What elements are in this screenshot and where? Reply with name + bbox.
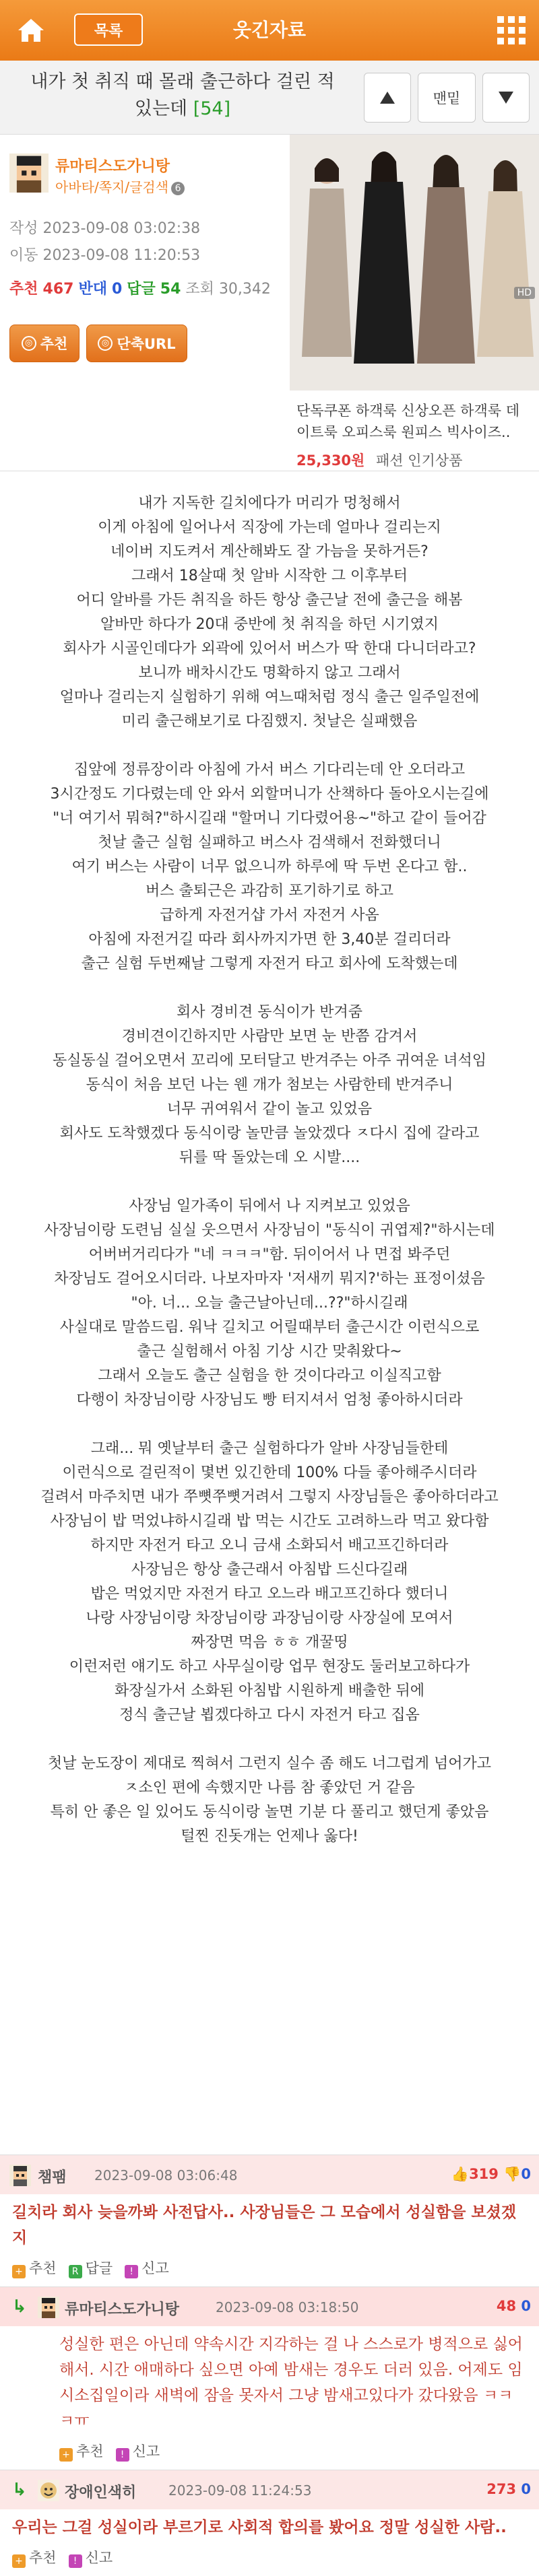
comment-votes [451, 2166, 531, 2183]
content-line: 너무 귀여워서 같이 놀고 있었음 [166, 1101, 373, 1118]
content-line: 집앞에 정류장이라 아침에 가서 버스 기다리는데 안 오더라고 [73, 761, 466, 778]
title-bar [0, 61, 539, 135]
post-content [0, 471, 539, 1849]
comment-recommend-button[interactable] [12, 2258, 57, 2278]
comment-body: 우리는 그걸 성실이라 부르기로 사회적 합의를 봤어요 정말 성실한 사람.. [12, 2519, 507, 2536]
comment-time: 2023-09-08 11:24:53 [168, 2482, 312, 2499]
recommend-label: 추천 [40, 336, 68, 352]
content-line: 털찐 진돗개는 언제나 옳다! [181, 1828, 358, 1845]
circle-icon: ◎ [22, 336, 36, 351]
content-line: 그래서 18살때 첫 알바 시작한 그 이후부터 [131, 568, 408, 584]
comment-item [0, 2470, 539, 2576]
content-line: 경비견이긴하지만 사람만 보면 눈 반쯤 감겨서 [121, 1028, 418, 1045]
next-post-button[interactable] [482, 73, 530, 123]
created-value: 2023-09-08 03:02:38 [42, 220, 201, 237]
comment-recommend-button[interactable] [59, 2441, 104, 2462]
content-line: 급하게 자전거샵 가서 자전거 사옴 [160, 907, 379, 924]
content-line: 네이버 지도켜서 계산해봐도 잘 가늠을 못하거든? [110, 543, 429, 560]
content-line: 이런저런 얘기도 하고 사무실이랑 업무 현장도 둘러보고하다가 [69, 1658, 470, 1675]
reply-label: 답글 [127, 281, 156, 298]
content-line: 이런식으로 걸린적이 몇번 있긴한데 100% 다들 좋아해주시더라 [62, 1464, 477, 1481]
content-line: 회사 경비견 동식이가 반겨줌 [176, 1004, 362, 1021]
content-line: 나랑 사장님이랑 차장님이랑 과장님이랑 사장실에 모여서 [86, 1610, 453, 1627]
content-line: 어디 알바를 가든 취직을 하든 항상 출근날 전에 출근을 해봄 [76, 592, 463, 609]
down-count: 0 [521, 2481, 531, 2497]
comment-votes [486, 2481, 531, 2497]
author-name[interactable]: 류마티스도가니탕 [55, 158, 170, 175]
rec-count: 467 [42, 281, 74, 298]
plus-icon: + [59, 2448, 73, 2462]
comment-header [0, 2287, 539, 2326]
comment-recommend-button[interactable] [12, 2547, 57, 2568]
comment-report-label: 신고 [132, 2443, 160, 2460]
content-line: 아침에 자전거길 따라 회사까지가면 한 3,40분 걸리더라 [88, 931, 451, 948]
comment-item [0, 2155, 539, 2286]
post-stats [9, 277, 271, 298]
comment-actions [0, 2544, 539, 2576]
grid-menu-button[interactable] [497, 16, 526, 44]
hd-badge: HD [514, 287, 535, 299]
content-line: 알바만 하다가 20대 중반에 첫 취직을 하던 시기였지 [100, 616, 439, 633]
ad-image[interactable] [290, 135, 539, 391]
content-line: ㅈ소인 편에 속했지만 나름 참 좋았던 거 같음 [124, 1780, 415, 1796]
post-title [11, 69, 354, 123]
content-line: "아. 너... 오늘 출근날아닌데...??"하시길래 [131, 1295, 408, 1312]
level-badge: 6 [171, 182, 185, 195]
moved-label: 이동 [9, 247, 38, 264]
content-line: 출근 실험 두번째날 그렇게 자전거 타고 회사에 도착했는데 [81, 955, 458, 972]
avatar-icon[interactable] [9, 154, 49, 193]
content-line: 보니까 배차시간도 명확하지 않고 그래서 [138, 665, 401, 681]
grid-menu-icon [497, 16, 526, 44]
content-line: 사실대로 말씀드림. 워낙 길치고 어릴때부터 출근시간 이런식으로 [59, 1319, 480, 1336]
post-info [0, 135, 539, 471]
reply-count: 54 [160, 281, 181, 298]
content-line [0, 734, 539, 758]
comment-actions [0, 2438, 539, 2470]
triangle-down-icon [497, 90, 515, 105]
plus-icon: + [12, 2265, 26, 2278]
top-bar [0, 0, 539, 61]
comment-body: 길치라 회사 늦을까봐 사전답사.. 사장님들은 그 모습에서 성실함을 보셨겠지 [12, 2204, 517, 2247]
content-line: 하지만 자전거 타고 오니 금새 소화되서 배고프긴하더라 [90, 1537, 449, 1554]
avatar-icon[interactable] [9, 2165, 31, 2186]
board-title: 웃긴자료 [232, 19, 307, 41]
comment-header [0, 2470, 539, 2509]
content-line: 여기 버스는 사람이 너무 없으니까 하루에 딱 두번 온다고 함.. [71, 858, 468, 875]
content-line: 미리 출근해보기로 다짐했지. 첫날은 실패했음 [121, 713, 418, 730]
reply-arrow-icon: ↳ [12, 2480, 27, 2500]
home-button[interactable] [0, 0, 62, 61]
avatar-icon[interactable] [38, 2297, 59, 2318]
created-label: 작성 [9, 220, 38, 237]
content-line: 첫날 눈도장이 제대로 찍혀서 그런지 실수 좀 해도 너그럽게 넘어가고 [48, 1755, 491, 1772]
comment-report-button[interactable] [125, 2258, 169, 2278]
ad-price: 25,330원 [296, 452, 365, 469]
comment-report-label: 신고 [141, 2260, 169, 2276]
short-url-button[interactable] [86, 325, 187, 362]
go-bottom-button[interactable]: 맨밑 [418, 73, 476, 123]
comment-header [0, 2155, 539, 2194]
home-icon [16, 17, 46, 44]
content-line: 짜장면 먹음 ㅎㅎ 개꿀띵 [191, 1634, 348, 1651]
comment-votes [497, 2298, 531, 2314]
reply-arrow-icon: ↳ [12, 2297, 27, 2317]
ad-footer [290, 446, 539, 474]
content-line: 회사가 시골인데다가 외곽에 있어서 버스가 딱 한대 다니더라고? [63, 640, 476, 657]
thumbs-up-icon[interactable]: 👍 [451, 2166, 470, 2182]
comment-report-button[interactable] [116, 2441, 160, 2462]
comment-reply-button[interactable] [69, 2258, 113, 2278]
content-line: 그래서 오늘도 출근 실험을 한 것이다라고 이실직고함 [98, 1367, 441, 1384]
comment-reply-label: 답글 [85, 2260, 113, 2276]
post-title-text: 내가 첫 취직 때 몰래 출근하다 걸린 적 있는데 [30, 71, 335, 119]
content-line: 정식 출근날 뵙겠다하고 다시 자전거 타고 집옴 [119, 1707, 420, 1724]
comment-recommend-label: 추천 [76, 2443, 104, 2460]
content-line: 회사도 도착했겠다 동식이랑 놀만큼 놀았겠다 ㅈ다시 집에 갈라고 [59, 1125, 480, 1142]
comment-body: 성실한 편은 아닌데 약속시간 지각하는 걸 나 스스로가 병적으로 싫어해서. 시간 애매하다 싶으면 아예 밤새는 경우도 더러 있음. 어제도 임시소집일이라 새벽에 잠을 못자서 그냥 밤새고있다가 갔다왔음 ㅋㅋㅋㅠ [59, 2336, 523, 2430]
content-line: 그래... 뭐 옛날부터 출근 실험하다가 알바 사장님들한테 [90, 1440, 449, 1457]
ad-banner[interactable] [290, 135, 539, 471]
comment-author[interactable]: 챔팸 [38, 2169, 67, 2186]
content-line: 버스 출퇴근은 과감히 포기하기로 하고 [145, 883, 393, 900]
report-icon: ! [116, 2448, 129, 2462]
content-line: 뒤를 딱 돌았는데 오 시발.... [179, 1149, 360, 1166]
view-label: 조회 [185, 281, 214, 298]
author-links-text[interactable]: 아바타/쪽지/글검색 [55, 179, 169, 195]
content-line: 밥은 먹었지만 자전거 타고 오느라 배고프긴하다 했더니 [90, 1586, 449, 1602]
comment-author[interactable]: 장애인색히 [65, 2484, 137, 2501]
comment-report-label: 신고 [85, 2550, 113, 2566]
score-count: 48 [496, 2298, 517, 2314]
content-line [0, 1413, 539, 1437]
author-links[interactable] [55, 176, 185, 196]
prev-post-button[interactable] [364, 73, 411, 123]
short-url-label: 단축URL [117, 336, 176, 352]
content-line: 첫날 출근 실험 실패하고 버스사 검색해서 전화했더니 [98, 834, 441, 851]
content-line: 이게 아침에 일어나서 직장에 가는데 얼마나 걸리는지 [98, 519, 441, 536]
thumbs-down-icon[interactable]: 👎 [503, 2166, 521, 2182]
reply-icon: R [69, 2265, 82, 2278]
triangle-up-icon [379, 90, 396, 105]
content-line: "너 여기서 뭐혀?"하시길래 "할머니 기다렸어용~"하고 같이 들어감 [53, 810, 486, 827]
comment-time: 2023-09-08 03:06:48 [94, 2167, 238, 2183]
content-line: 동실동실 걸어오면서 꼬리에 모터달고 반겨주는 아주 귀여운 녀석임 [52, 1052, 486, 1069]
ad-title[interactable]: 단독쿠폰 하객룩 신상오픈 하객룩 데이트룩 오피스룩 원피스 빅사이즈.. [296, 403, 519, 440]
content-line: 얼마나 걸리는지 실험하기 위해 여느때처럼 정식 출근 일주일전에 [59, 689, 480, 706]
content-line [0, 1728, 539, 1752]
comment-list [0, 2155, 539, 2576]
view-count: 30,342 [218, 281, 271, 298]
opp-label: 반대 [78, 281, 107, 298]
down-count: 0 [521, 2298, 531, 2314]
content-line: 3시간정도 기다렸는데 안 와서 외할머니가 산책하다 돌아오시는길에 [50, 786, 489, 803]
rec-label: 추천 [9, 281, 38, 298]
list-button[interactable]: 목록 [74, 13, 143, 46]
content-line: 동식이 처음 보던 나는 웬 개가 첨보는 사람한테 반겨주니 [86, 1077, 453, 1093]
content-line [0, 1170, 539, 1194]
moved-time [9, 244, 200, 265]
report-icon: ! [125, 2265, 138, 2278]
recommend-button[interactable] [9, 325, 80, 362]
comment-count: [54] [193, 98, 231, 119]
content-line: 내가 지독한 길치에다가 머리가 멍청해서 [138, 495, 401, 512]
plus-icon: + [12, 2554, 26, 2568]
content-line: 특히 안 좋은 일 있어도 동식이랑 놀면 기분 다 풀리고 했던게 좋았음 [50, 1804, 489, 1821]
content-line [0, 976, 539, 1001]
content-line: 사장님이랑 도련님 실실 웃으면서 사장님이 "동식이 귀엽제?"하시는데 [44, 1222, 495, 1239]
ad-models-image [290, 135, 539, 391]
comment-item [0, 2286, 539, 2470]
avatar-icon[interactable] [38, 2480, 59, 2501]
up-count: 319 [469, 2166, 499, 2182]
comment-actions [0, 2255, 539, 2286]
comment-author[interactable]: 류마티스도가니탕 [65, 2301, 180, 2318]
content-line: 사장님 일가족이 뒤에서 나 지켜보고 있었음 [129, 1198, 410, 1215]
comment-recommend-label: 추천 [29, 2550, 57, 2566]
content-line: 걸려서 마주치면 내가 쭈뼛쭈뼛거려서 그렇지 사장님들은 좋아하더라고 [40, 1489, 499, 1505]
score-count: 273 [486, 2481, 517, 2497]
created-time [9, 217, 200, 238]
content-line: 화장실가서 소화된 아침밥 시원하게 배출한 뒤에 [114, 1683, 424, 1699]
ad-category: 패션 인기상품 [376, 452, 463, 469]
content-line: 차장님도 걸어오시더라. 나보자마자 '저새끼 뭐지?'하는 표정이셨음 [54, 1270, 485, 1287]
content-line: 다행이 차장님이랑 사장님도 빵 터지셔서 엄청 좋아하시더라 [76, 1392, 463, 1409]
comment-report-button[interactable] [69, 2547, 113, 2568]
report-icon: ! [69, 2554, 82, 2568]
comment-time: 2023-09-08 03:18:50 [216, 2299, 359, 2315]
content-line: 사장님이 밥 먹었냐하시길래 밥 먹는 시간도 고려하느라 먹고 왔다함 [50, 1513, 489, 1530]
opp-count: 0 [111, 281, 123, 298]
moved-value: 2023-09-08 11:20:53 [42, 247, 201, 264]
down-count: 0 [521, 2166, 531, 2182]
content-line: 사장님은 항상 출근래서 아침밥 드신다길래 [131, 1561, 408, 1578]
comment-recommend-label: 추천 [29, 2260, 57, 2276]
content-line: 어버버거리다가 "네 ㅋㅋㅋ"함. 뒤이어서 나 면접 봐주던 [88, 1246, 451, 1263]
content-line: 출근 실험해서 아침 기상 시간 맞춰왔다~ [137, 1343, 402, 1360]
circle-icon: ◎ [98, 336, 113, 351]
